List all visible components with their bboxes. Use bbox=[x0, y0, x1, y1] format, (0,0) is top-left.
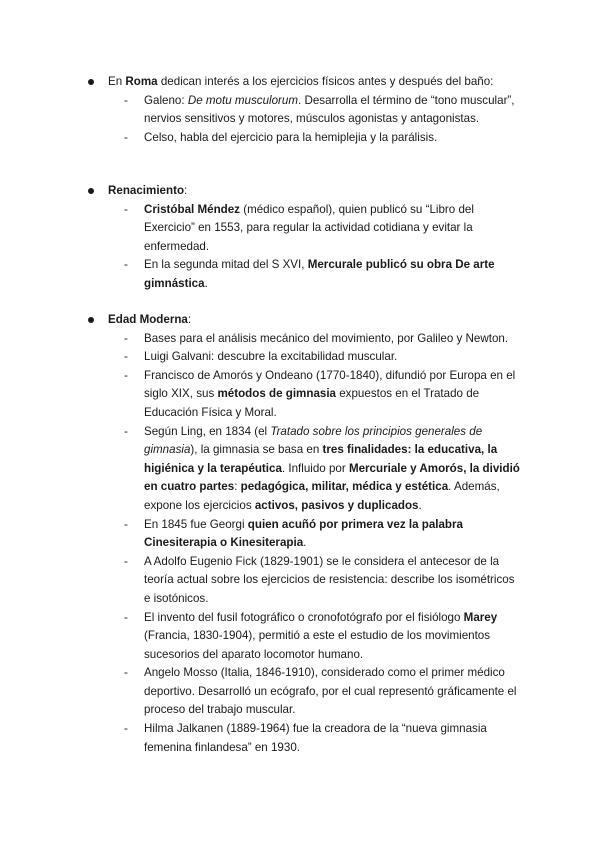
dash-icon: - bbox=[124, 722, 128, 736]
section-heading bbox=[0, 311, 600, 330]
list-item: - Bases para el análisis mecánico del movimiento, por Galileo y Newton. bbox=[0, 330, 600, 349]
section-roma bbox=[0, 73, 600, 147]
sub-list bbox=[0, 92, 600, 148]
list-item: - En la segunda mitad del S XVI, Mercurale publicó su obra De arte gimnástica. bbox=[124, 258, 495, 290]
dash-icon: - bbox=[124, 424, 128, 438]
list-item: - Angelo Mosso (Italia, 1846-1910), considerado como el primer médico deportivo. Desarrolló un ecógrafo, por el cual representó gráficamente el proceso del trabajo muscular. bbox=[124, 666, 517, 717]
list-item: - Celso, habla del ejercicio para la hemiplejia y la parálisis. bbox=[0, 129, 600, 148]
section-heading bbox=[0, 73, 600, 92]
sub-list bbox=[0, 330, 600, 758]
list-item: - Según Ling, en 1834 (el Tratado sobre los principios generales de gimnasia), la gimnasia se basa en tres finalidades: la educativa, la higiénica y la terapéutica. Influido por Mercuriale y Amorós, la dividió en cuatro partes: pedagógica, militar, médica y estética. Además, expone los ejercicios activos, pasivos y duplicados. bbox=[124, 424, 520, 512]
dash-icon: - bbox=[124, 93, 128, 107]
heading-text: Renacimiento: bbox=[108, 184, 188, 197]
dash-icon: - bbox=[124, 610, 128, 624]
list-item: - Galeno: De motu musculorum. Desarrolla el término de “tono muscular”, nervios sensitivos y motores, músculos agonistas y antagonistas. bbox=[124, 93, 515, 126]
heading-text: En Roma dedican interés a los ejercicios físicos antes y después del baño: bbox=[108, 75, 494, 88]
dash-icon: - bbox=[124, 350, 128, 364]
dash-icon: - bbox=[124, 368, 128, 382]
dash-icon: - bbox=[124, 130, 128, 144]
list-item: - Hilma Jalkanen (1889-1964) fue la creadora de la “nueva gimnasia femenina finlandesa” en 1930. bbox=[124, 722, 487, 754]
dash-icon: - bbox=[124, 517, 128, 531]
list-item: - Francisco de Amorós y Ondeano (1770-1840), difundió por Europa en el siglo XIX, sus métodos de gimnasia expuestos en el Tratado de Educación Física y Moral. bbox=[124, 368, 516, 419]
list-item: - En 1845 fue Georgi quien acuñó por primera vez la palabra Cinesiterapia o Kinesiterapia. bbox=[124, 517, 463, 550]
section-heading bbox=[0, 182, 600, 201]
bullet-icon bbox=[88, 317, 94, 323]
list-item: - Luigi Galvani: descubre la excitabilidad muscular. bbox=[0, 348, 600, 367]
dash-icon: - bbox=[124, 666, 128, 680]
dash-icon: - bbox=[124, 331, 128, 345]
dash-icon: - bbox=[124, 258, 128, 272]
dash-icon: - bbox=[124, 554, 128, 568]
section-renacimiento bbox=[0, 182, 600, 294]
section-edad-moderna bbox=[0, 311, 600, 757]
list-item: - Cristóbal Méndez (médico español), quien publicó su “Libro del Exercicio” en 1553, para regular la actividad cotidiana y evitar la enfermedad. bbox=[124, 202, 474, 253]
list-item: - El invento del fusil fotográfico o cronofotógrafo por el fisiólogo Marey (Francia, 1830-1904), permitió a este el estudio de los movimientos sucesorios del aparato locomotor humano. bbox=[124, 610, 498, 661]
list-item: - A Adolfo Eugenio Fick (1829-1901) se le considera el antecesor de la teoría actual sobre los ejercicios de resistencia: describe los isométricos e isotónicos. bbox=[124, 554, 515, 605]
dash-icon: - bbox=[124, 202, 128, 216]
bullet-icon bbox=[88, 79, 94, 85]
heading-text: Edad Moderna: bbox=[108, 313, 192, 326]
bullet-icon bbox=[88, 188, 94, 194]
sub-list bbox=[0, 201, 600, 294]
